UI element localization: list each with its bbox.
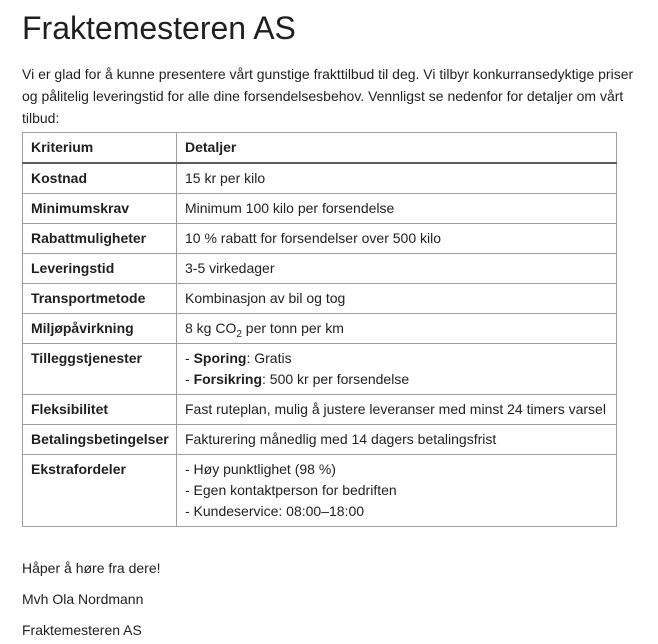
table-row bbox=[23, 314, 617, 344]
detail-line: 8 kg $CO_2$ per tonn per km bbox=[185, 320, 344, 340]
closing-block bbox=[22, 558, 638, 641]
signature-name: Mvh Ola Nordmann bbox=[22, 591, 144, 607]
table-row bbox=[23, 425, 617, 455]
details-cell bbox=[177, 224, 617, 254]
detail-line: - Sporing: Gratis bbox=[185, 350, 292, 366]
detail-line: Fakturering månedlig med 14 dagers betalingsfrist bbox=[185, 431, 497, 447]
details-cell bbox=[177, 163, 617, 194]
details-cell bbox=[177, 284, 617, 314]
details-cell bbox=[177, 395, 617, 425]
detail-line: 15 kr per kilo bbox=[185, 170, 266, 186]
criterion-cell: Rabattmuligheter bbox=[23, 224, 177, 254]
criterion-cell: Ekstrafordeler bbox=[23, 455, 177, 527]
table-row bbox=[23, 224, 617, 254]
table-row bbox=[23, 194, 617, 224]
criterion-cell: Fleksibilitet bbox=[23, 395, 177, 425]
detail-line: 3-5 virkedager bbox=[185, 260, 275, 276]
table-row bbox=[23, 395, 617, 425]
detail-line: Kombinasjon av bil og tog bbox=[185, 290, 346, 306]
table-row bbox=[23, 254, 617, 284]
details-cell bbox=[177, 344, 617, 395]
criterion-cell: Kostnad bbox=[23, 163, 177, 194]
offer-table bbox=[22, 132, 617, 527]
details-cell bbox=[177, 314, 617, 344]
criterion-cell: Minimumskrav bbox=[23, 194, 177, 224]
criterion-cell: Miljøpåvirkning bbox=[23, 314, 177, 344]
table-header-criterion: Kriterium bbox=[23, 133, 177, 164]
table-header-row bbox=[23, 133, 617, 164]
detail-line: - Forsikring: 500 kr per forsendelse bbox=[185, 371, 410, 387]
page-title: Fraktemesteren AS bbox=[22, 10, 296, 46]
criterion-cell: Tilleggstjenester bbox=[23, 344, 177, 395]
detail-line: - Egen kontaktperson for bedriften bbox=[185, 482, 397, 498]
detail-line: - Kundeservice: 08:00–18:00 bbox=[185, 503, 365, 519]
details-cell bbox=[177, 254, 617, 284]
details-cell bbox=[177, 425, 617, 455]
signature-company: Fraktemesteren AS bbox=[22, 622, 142, 638]
details-cell bbox=[177, 194, 617, 224]
table-row bbox=[23, 455, 617, 527]
closing-line: Håper å høre fra dere! bbox=[22, 560, 161, 576]
offer-table-body bbox=[23, 163, 617, 527]
intro-paragraph: Vi er glad for å kunne presentere vårt gunstige frakttilbud til deg. Vi tilbyr konkurransedyktige priser og pålitelig leveringstid for alle dine forsendelsesbehov. Vennligst se nedenfor for detaljer om vårt tilbud: bbox=[22, 66, 634, 126]
table-row bbox=[23, 344, 617, 395]
detail-line: Fast ruteplan, mulig å justere leveranser med minst 24 timers varsel bbox=[185, 401, 606, 417]
criterion-cell: Leveringstid bbox=[23, 254, 177, 284]
detail-line: 10 % rabatt for forsendelser over 500 kilo bbox=[185, 230, 442, 246]
detail-line: - Høy punktlighet (98 %) bbox=[185, 461, 336, 477]
table-row bbox=[23, 163, 617, 194]
criterion-cell: Betalingsbetingelser bbox=[23, 425, 177, 455]
table-header-details: Detaljer bbox=[177, 133, 617, 164]
table-row bbox=[23, 284, 617, 314]
details-cell bbox=[177, 455, 617, 527]
criterion-cell: Transportmetode bbox=[23, 284, 177, 314]
detail-line: Minimum 100 kilo per forsendelse bbox=[185, 200, 395, 216]
